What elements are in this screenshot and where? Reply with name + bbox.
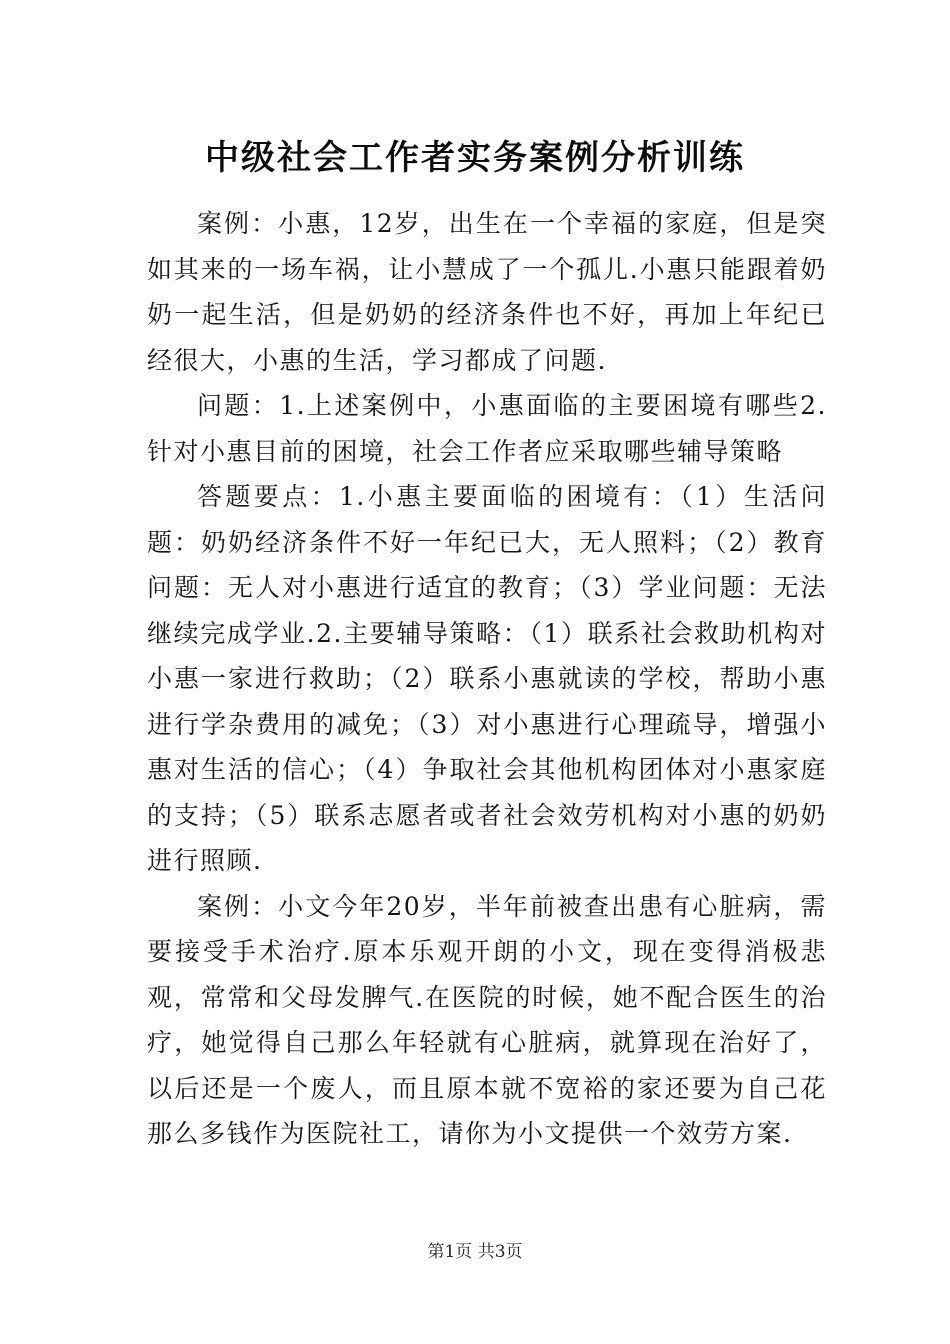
paragraph-answer-points: 答题要点：1.小惠主要面临的困境有：（1）生活问题：奶奶经济条件不好一年纪已大，无人照料；（2）教育问题：无人对小惠进行适宜的教育；（3）学业问题：无法继续完成学业.2.主要辅导策略：（1）联系社会救助机构对小惠一家进行救助；（2）联系小惠就读的学校，帮助小惠进行学杂费用的减免；（3）对小惠进行心理疏导，增强小惠对生活的信心；（4）争取社会其他机构团体对小惠家庭的支持；（5）联系志愿者或者社会效劳机构对小惠的奶奶进行照顾. <box>147 482 827 875</box>
paragraph-question: 问题：1.上述案例中，小惠面临的主要困境有哪些2.针对小惠目前的困境，社会工作者应采取哪些辅导策略 <box>147 391 827 466</box>
document-title: 中级社会工作者实务案例分析训练 <box>205 138 745 178</box>
paragraph-case-1: 案例：小惠，12岁，出生在一个幸福的家庭，但是突如其来的一场车祸，让小慧成了一个孤儿.小惠只能跟着奶奶一起生活，但是奶奶的经济条件也不好，再加上年纪已经很大，小惠的生活，学习都成了问题. <box>147 209 827 375</box>
page-footer: 第1页 共3页 <box>427 1242 523 1262</box>
document-body <box>147 201 827 1157</box>
paragraph-case-2: 案例：小文今年20岁，半年前被查出患有心脏病，需要接受手术治疗.原本乐观开朗的小文，现在变得消极悲观，常常和父母发脾气.在医院的时候，她不配合医生的治疗，她觉得自己那么年轻就有心脏病，就算现在治好了，以后还是一个废人，而且原本就不宽裕的家还要为自己花那么多钱作为医院社工，请你为小文提供一个效劳方案. <box>147 891 827 1148</box>
